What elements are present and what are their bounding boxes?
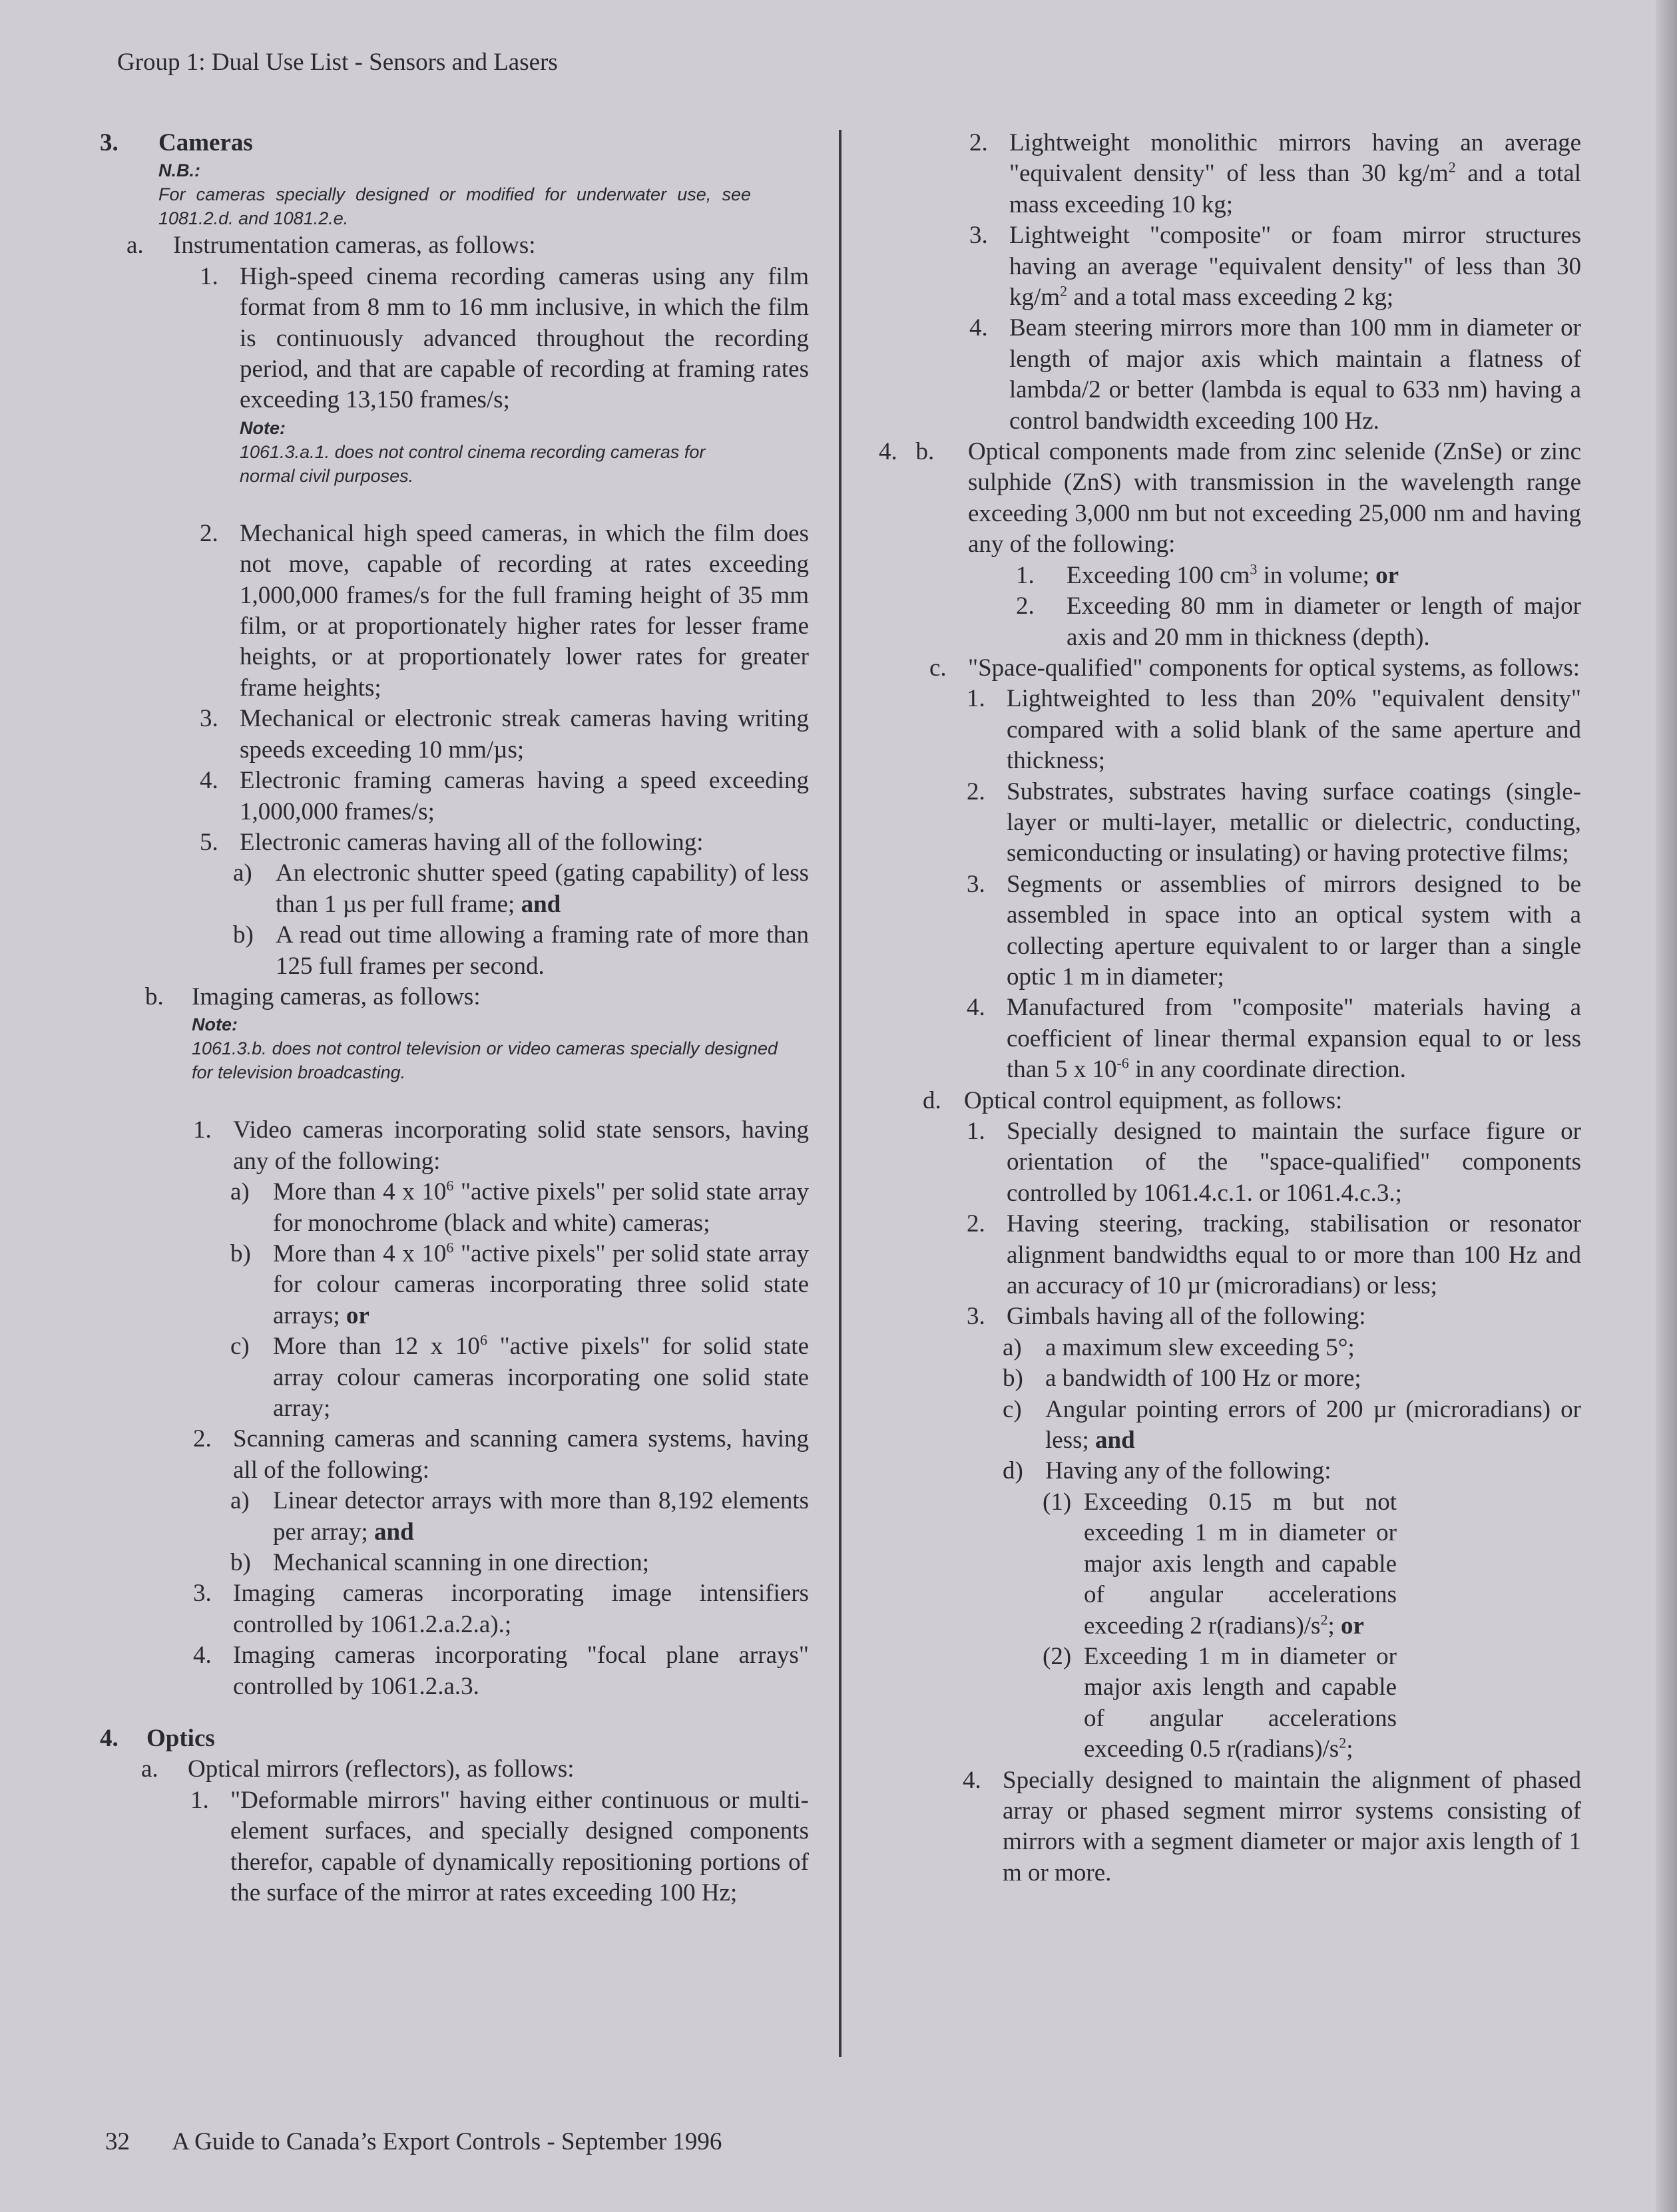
item-number: b) [230, 1239, 251, 1267]
item-3b1 [193, 1115, 809, 1177]
item-number: a) [1003, 1333, 1022, 1361]
item-3b3 [193, 1578, 809, 1640]
item-text: Segments or assemblies of mirrors designed to be assembled in space into an optical system with a collecting aperture equivalent to or larger than a single optic 1 m in diameter; [1007, 870, 1581, 991]
exponent: 2 [1448, 159, 1456, 176]
item-3b1a [230, 1177, 809, 1239]
item-text: Optical components made from zinc selenide (ZnSe) or zinc sulphide (ZnS) with transmission in the wavelength range exceeding 3,000 nm but not exceeding 25,000 nm and having any of the following: [968, 438, 1581, 558]
item-number: 1. [200, 262, 218, 290]
item-number: (1) [1043, 1488, 1072, 1516]
note-text: 1061.3.a.1. does not control cinema recording cameras for normal civil purposes. [240, 441, 706, 486]
item-number: b) [233, 921, 254, 949]
item-text: Scanning cameras and scanning camera systems, having all of the following: [233, 1425, 809, 1484]
note-label: Note: [240, 417, 286, 438]
note-label: N.B.: [158, 160, 200, 181]
item-text: More than 4 x 10 [273, 1239, 447, 1267]
right-column [879, 128, 1581, 1888]
item-number: c) [1003, 1395, 1022, 1423]
item-conjunction: and [1095, 1427, 1135, 1454]
item-number: 4. [193, 1642, 212, 1669]
item-text-cont: "active pixels" per solid state array for monochrome (black and white) cameras; [273, 1178, 809, 1237]
section-number: 4. [100, 1725, 119, 1753]
item-text: Specially designed to maintain the alignment of phased array or phased segment mirror systems consisting of mirrors with a segment diameter or major axis length of 1 m or more. [1003, 1766, 1581, 1886]
item-3b1b [230, 1239, 809, 1331]
exponent: 3 [1250, 560, 1258, 578]
item-4d3d [1003, 1456, 1581, 1486]
exponent: 6 [479, 1331, 487, 1349]
item-number: 2. [1016, 592, 1035, 620]
item-number: 2. [193, 1425, 212, 1453]
item-3b [145, 982, 809, 1012]
item-number: a) [230, 1178, 250, 1206]
item-4d3 [967, 1301, 1581, 1332]
item-4a4 [969, 313, 1581, 437]
item-text: Optical control equipment, as follows: [964, 1086, 1343, 1114]
item-text: Exceeding 0.15 m but not exceeding 1 m in diameter or major axis length and capable of angular accelerations exceeding 2 r(radians)/s [1084, 1488, 1397, 1640]
column-divider [839, 130, 841, 2057]
item-4c [929, 653, 1581, 684]
item-4a3 [969, 220, 1581, 313]
exponent: 2 [1060, 282, 1068, 300]
item-text: Beam steering mirrors more than 100 mm in diameter or length of major axis which maintain a flatness of lambda/2 or better (lambda is equal to 633 nm) having a control bandwidth exceeding 100 Hz. [1009, 314, 1581, 435]
item-4c1 [967, 684, 1581, 776]
section-4-heading [100, 1723, 809, 1754]
item-text: Mechanical or electronic streak cameras having writing speeds exceeding 10 mm/µs; [240, 705, 809, 764]
item-number: 2. [967, 1210, 985, 1238]
section-3-heading [100, 128, 809, 158]
item-4d3a [1003, 1333, 1581, 1363]
item-text: Specially designed to maintain the surface figure or orientation of the "space-qualified" components controlled by 1061.4.c.1. or 1061.4.c.3.; [1007, 1118, 1581, 1207]
item-text: More than 12 x 10 [273, 1333, 480, 1361]
item-text: Substrates, substrates having surface coatings (single-layer or multi-layer, metallic or dielectric, conducting, semiconducting or insulating) or having protective films; [1007, 777, 1581, 867]
section-number: 3. [100, 129, 119, 156]
item-4a [141, 1754, 809, 1785]
item-text: An electronic shutter speed (gating capability) of less than 1 µs per full frame; [276, 859, 809, 918]
item-3b2b [230, 1548, 809, 1578]
note-label: Note: [192, 1014, 238, 1035]
item-3b1c [230, 1331, 809, 1424]
running-header: Group 1: Dual Use List - Sensors and Lasers [117, 49, 558, 76]
item-number: a) [233, 859, 252, 887]
item-number: 2. [200, 519, 218, 547]
section-title: Cameras [158, 129, 253, 156]
item-3a2 [200, 519, 809, 704]
item-number: 1. [967, 685, 985, 713]
item-text-cont: in volume; [1257, 561, 1369, 589]
item-conjunction: and [521, 890, 561, 918]
item-text-cont: "active pixels" per solid state array for colour cameras incorporating three solid state arrays; [273, 1239, 809, 1329]
item-text: Exceeding 80 mm in diameter or length of major axis and 20 mm in thickness (depth). [1067, 592, 1581, 651]
item-3b4 [193, 1640, 809, 1702]
item-number: 4. [200, 767, 218, 795]
item-number: 3. [967, 1303, 985, 1331]
item-3a1 [200, 262, 809, 416]
item-number: d. [923, 1086, 941, 1114]
note-text: 1061.3.b. does not control television or video cameras specially designed for television broadcasting. [192, 1038, 778, 1083]
item-3a5b [233, 920, 809, 982]
item-number: d) [1003, 1457, 1023, 1485]
item-number: b) [1003, 1365, 1023, 1393]
item-text: "Deformable mirrors" having either continuous or multi-element surfaces, and specially designed components therefor, capable of dynamically repositioning portions of the surface of the mirror at rates exceeding 100 Hz; [230, 1786, 809, 1907]
footer-text: A Guide to Canada’s Export Controls - September 1996 [172, 2128, 722, 2155]
item-text: Mechanical scanning in one direction; [273, 1549, 650, 1577]
item-number: 3. [967, 870, 985, 898]
item-text: Mechanical high speed cameras, in which the film does not move, capable of recording at rates exceeding 1,000,000 frames/s for the full framing height of 35 mm film, or at proportionately higher rates for lesser frame heights, or at proportionately lower rates for greater frame heights; [240, 519, 809, 702]
item-number: a) [230, 1487, 250, 1515]
item-4d3d2 [1043, 1642, 1397, 1765]
item-4d4 [963, 1765, 1581, 1889]
scan-edge-shadow [1656, 0, 1677, 2212]
item-text: Optical mirrors (reflectors), as follows: [188, 1755, 575, 1783]
item-text: Exceeding 1 m in diameter or major axis length and capable of angular accelerations exceeding 0.5 r(radians)/s [1084, 1642, 1397, 1763]
item-text-cont: "active pixels" for solid state array colour cameras incorporating one solid state array; [273, 1333, 809, 1422]
item-3a1-note [240, 416, 809, 488]
item-text: Exceeding 100 cm [1067, 561, 1250, 589]
item-3a [126, 230, 809, 261]
item-4b1 [1016, 560, 1581, 591]
item-number: 4. [963, 1766, 981, 1794]
item-text: Imaging cameras, as follows: [192, 983, 481, 1010]
item-text: More than 4 x 10 [273, 1178, 447, 1206]
item-3a5 [200, 827, 809, 858]
item-text: Instrumentation cameras, as follows: [173, 232, 536, 260]
exponent: 2 [1339, 1734, 1347, 1751]
item-text-cont: ; [1346, 1735, 1353, 1763]
item-conjunction: or [1375, 561, 1399, 589]
item-text-cont: in any coordinate direction. [1128, 1056, 1406, 1084]
item-number: 4. [969, 314, 988, 342]
item-number: 1. [193, 1116, 212, 1144]
item-text: Gimbals having all of the following: [1007, 1303, 1366, 1331]
item-3b-note [192, 1012, 809, 1084]
item-text: a bandwidth of 100 Hz or more; [1045, 1365, 1361, 1393]
item-text: Manufactured from "composite" materials having a coefficient of linear thermal expansion equal to or less than 5 x 10 [1007, 994, 1581, 1084]
item-number: 2. [967, 777, 985, 805]
item-3b2 [193, 1424, 809, 1486]
item-4d3b [1003, 1363, 1581, 1394]
item-text-cont: and a total mass exceeding 2 kg; [1067, 284, 1394, 312]
item-number: c) [230, 1333, 250, 1361]
item-number: 2. [969, 129, 988, 156]
item-text: Lightweight "composite" or foam mirror structures having an average "equivalent density" of less than 30 kg/m [1009, 222, 1581, 312]
item-3a3 [200, 704, 809, 766]
section-title: Optics [146, 1725, 215, 1753]
item-4d3d1 [1043, 1487, 1397, 1642]
item-text: Lightweighted to less than 20% "equivalent density" compared with a solid blank of the same aperture and thickness; [1007, 685, 1581, 775]
item-3a5a [233, 858, 809, 920]
item-4a1 [190, 1785, 809, 1909]
item-number: (2) [1043, 1642, 1072, 1670]
item-text: Imaging cameras incorporating image intensifiers controlled by 1061.2.a.2.a).; [233, 1580, 809, 1638]
item-4c4 [967, 993, 1581, 1085]
page-number: 32 [105, 2128, 130, 2155]
item-number: c. [929, 654, 947, 682]
item-text-cont: and a total mass exceeding 10 kg; [1009, 160, 1581, 218]
item-4a2 [969, 128, 1581, 220]
item-number: b. [145, 983, 164, 1010]
item-text: High-speed cinema recording cameras using any film format from 8 mm to 16 mm inclusive, in which the film is continuously advanced throughout the recording period, and that are capable of recording at framing rates exceeding 13,150 frames/s; [240, 262, 809, 414]
item-4b [879, 437, 1581, 560]
item-text: A read out time allowing a framing rate of more than 125 full frames per second. [276, 921, 809, 980]
item-4d1 [967, 1116, 1581, 1209]
item-number: 3. [193, 1580, 212, 1608]
item-text: a maximum slew exceeding 5°; [1045, 1333, 1355, 1361]
nb-note [158, 158, 809, 230]
item-number: 1. [190, 1786, 209, 1814]
item-4c3 [967, 869, 1581, 993]
note-text: For cameras specially designed or modified for underwater use, see 1081.2.d. and 1081.2.e. [158, 184, 751, 229]
item-text-cont: ; [1327, 1612, 1335, 1640]
page-footer [105, 2127, 722, 2156]
item-3b2a [230, 1486, 809, 1548]
item-number: a. [126, 232, 144, 260]
exponent: 2 [1320, 1611, 1328, 1628]
item-text: Lightweight monolithic mirrors having an average "equivalent density" of less than 30 kg/m [1009, 129, 1581, 188]
exponent: 6 [446, 1177, 454, 1194]
item-3a4 [200, 766, 809, 827]
item-conjunction: or [346, 1301, 369, 1329]
item-text: Having any of the following: [1045, 1457, 1331, 1485]
item-text: Electronic cameras having all of the following: [240, 828, 704, 856]
item-number: 4. b. [879, 438, 935, 466]
exponent: -6 [1116, 1054, 1129, 1072]
item-text: Electronic framing cameras having a speed exceeding 1,000,000 frames/s; [240, 767, 809, 825]
item-number: 5. [200, 828, 218, 856]
item-4d3c [1003, 1395, 1581, 1456]
item-number: 1. [967, 1118, 985, 1145]
item-4d2 [967, 1209, 1581, 1301]
left-column [100, 128, 809, 1909]
item-text: Having steering, tracking, stabilisation or resonator alignment bandwidths equal to or more than 100 Hz and an accuracy of 10 µr (microradians) or less; [1007, 1210, 1581, 1300]
item-text: Video cameras incorporating solid state sensors, having any of the following: [233, 1116, 809, 1175]
item-number: 1. [1016, 561, 1035, 589]
item-4c2 [967, 777, 1581, 869]
item-number: 3. [200, 705, 218, 733]
item-number: 3. [969, 222, 988, 250]
item-4b2 [1016, 591, 1581, 653]
item-text: "Space-qualified" components for optical systems, as follows: [968, 654, 1580, 682]
item-number: 4. [967, 994, 985, 1022]
item-number: a. [141, 1755, 158, 1783]
item-text: Imaging cameras incorporating "focal plane arrays" controlled by 1061.2.a.3. [233, 1642, 809, 1700]
item-text: Angular pointing errors of 200 µr (microradians) or less; [1045, 1395, 1581, 1454]
item-text: Linear detector arrays with more than 8,192 elements per array; [273, 1487, 809, 1546]
item-conjunction: or [1341, 1612, 1364, 1640]
exponent: 6 [446, 1239, 454, 1256]
item-conjunction: and [374, 1518, 414, 1546]
item-number: b) [230, 1549, 251, 1577]
item-4d [923, 1086, 1581, 1116]
